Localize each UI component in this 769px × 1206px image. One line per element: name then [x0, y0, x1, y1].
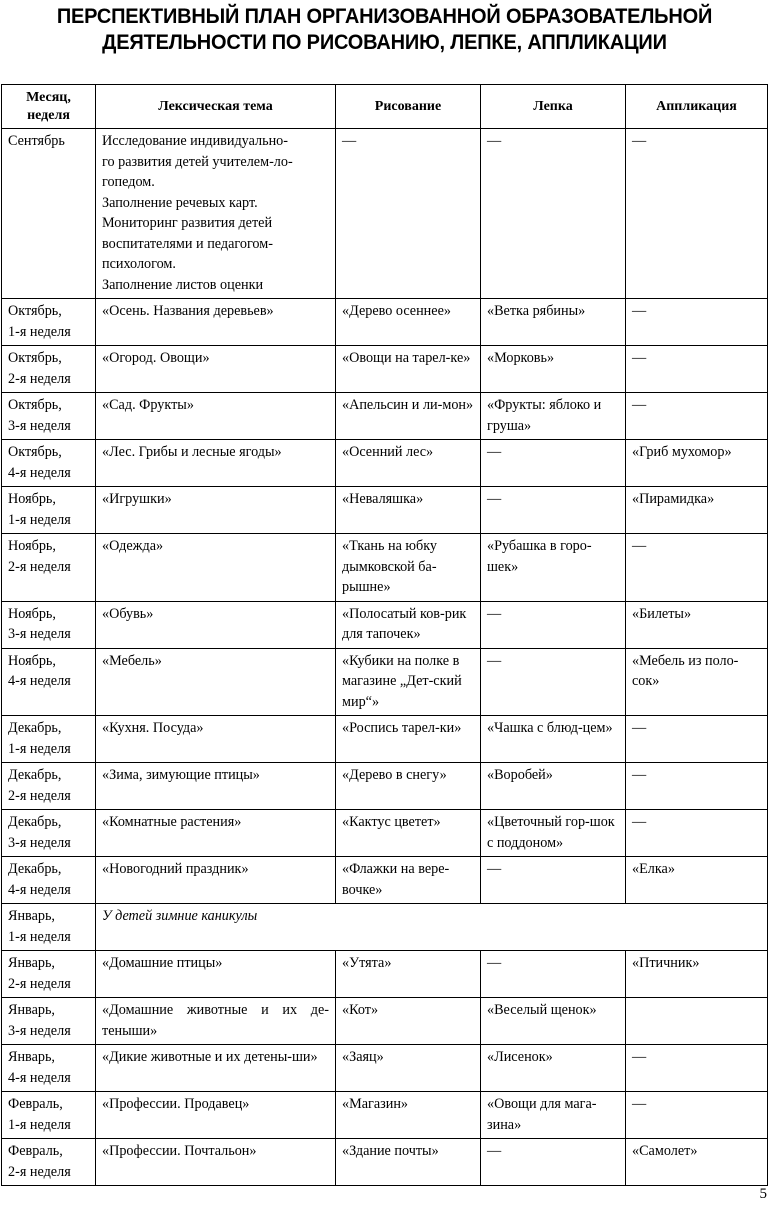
table-row: [2, 487, 768, 534]
modeling-cell: «Чашка с блюд-цем»: [481, 716, 626, 763]
modeling-cell: —: [481, 951, 626, 998]
table-row: [2, 998, 768, 1045]
drawing-cell: «Роспись тарел-ки»: [336, 716, 481, 763]
month-cell: Ноябрь, 2-я неделя: [2, 534, 96, 602]
theme-line: воспитателями и педагогом-: [102, 235, 273, 252]
table-row: [2, 648, 768, 716]
table-row: [2, 716, 768, 763]
table-row: [2, 1092, 768, 1139]
modeling-cell: «Ветка рябины»: [481, 299, 626, 346]
theme-cell: [96, 487, 336, 534]
theme-line: «Кухня. Посуда»: [102, 720, 204, 736]
modeling-cell: «Фрукты: яблоко и груша»: [481, 393, 626, 440]
table-row: [2, 299, 768, 346]
month-cell: Ноябрь, 4-я неделя: [2, 648, 96, 716]
drawing-cell: «Магазин»: [336, 1092, 481, 1139]
table-row: [2, 534, 768, 602]
modeling-cell: «Рубашка в горо-шек»: [481, 534, 626, 602]
month-cell: Сентябрь: [2, 129, 96, 299]
drawing-cell: «Ткань на юбку дымковской ба-рышне»: [336, 534, 481, 602]
drawing-cell: «Здание почты»: [336, 1139, 481, 1186]
applique-cell: —: [626, 393, 768, 440]
theme-line: гопедом.: [102, 174, 155, 190]
theme-line: «Дикие животные и их детены-ши»: [102, 1049, 318, 1065]
plan-table: [1, 84, 768, 1186]
theme-cell: [96, 763, 336, 810]
title-line: ДЕЯТЕЛЬНОСТИ ПО РИСОВАНИЮ, ЛЕПКЕ, АППЛИКАЦИИ: [102, 30, 667, 54]
theme-line: Мониторинг развития детей: [102, 215, 273, 231]
theme-line: «Сад. Фрукты»: [102, 397, 194, 413]
applique-cell: —: [626, 763, 768, 810]
applique-cell: —: [626, 716, 768, 763]
header-theme: Лексическая тема: [96, 85, 336, 129]
table-row: [2, 904, 768, 951]
theme-cell: [96, 440, 336, 487]
drawing-cell: «Утята»: [336, 951, 481, 998]
theme-line: «Комнатные растения»: [102, 814, 242, 830]
modeling-cell: —: [481, 601, 626, 648]
month-cell: Октябрь, 2-я неделя: [2, 346, 96, 393]
theme-line: «Игрушки»: [102, 491, 172, 507]
theme-line: «Профессии. Почтальон»: [102, 1143, 257, 1159]
modeling-cell: «Веселый щенок»: [481, 998, 626, 1045]
applique-cell: —: [626, 1092, 768, 1139]
month-cell: Январь, 3-я неделя: [2, 998, 96, 1045]
drawing-cell: «Полосатый ков-рик для тапочек»: [336, 601, 481, 648]
theme-line: психологом.: [102, 256, 176, 272]
theme-cell: [96, 299, 336, 346]
theme-line: «Зима, зимующие птицы»: [102, 767, 260, 783]
table-row: [2, 1139, 768, 1186]
theme-line: «Домашние птицы»: [102, 955, 223, 971]
drawing-cell: «Овощи на тарел-ке»: [336, 346, 481, 393]
month-cell: Февраль, 2-я неделя: [2, 1139, 96, 1186]
theme-line: «Осень. Названия деревьев»: [102, 303, 274, 319]
applique-cell: «Гриб мухомор»: [626, 440, 768, 487]
theme-line: «Профессии. Продавец»: [102, 1096, 250, 1112]
table-row: [2, 129, 768, 299]
applique-cell: —: [626, 299, 768, 346]
drawing-cell: «Неваляшка»: [336, 487, 481, 534]
drawing-cell: «Кактус цветет»: [336, 810, 481, 857]
table-row: [2, 1045, 768, 1092]
theme-line: го развития детей учителем-ло-: [102, 153, 293, 170]
theme-line: «Новогодний праздник»: [102, 861, 249, 877]
theme-cell: [96, 346, 336, 393]
theme-line: «Лес. Грибы и лесные ягоды»: [102, 444, 282, 460]
note-cell: У детей зимние каникулы: [96, 904, 768, 951]
theme-cell: [96, 534, 336, 602]
drawing-cell: «Апельсин и ли-мон»: [336, 393, 481, 440]
applique-cell: «Пирамидка»: [626, 487, 768, 534]
theme-cell: [96, 951, 336, 998]
theme-cell: [96, 857, 336, 904]
header-month: Месяц, неделя: [2, 85, 96, 129]
drawing-cell: «Заяц»: [336, 1045, 481, 1092]
month-cell: Декабрь, 2-я неделя: [2, 763, 96, 810]
applique-cell: —: [626, 1045, 768, 1092]
modeling-cell: —: [481, 648, 626, 716]
drawing-cell: «Флажки на вере-вочке»: [336, 857, 481, 904]
modeling-cell: «Цветочный гор-шок с поддоном»: [481, 810, 626, 857]
applique-cell: [626, 998, 768, 1045]
drawing-cell: «Дерево осеннее»: [336, 299, 481, 346]
header-applique: Аппликация: [626, 85, 768, 129]
applique-cell: —: [626, 129, 768, 299]
drawing-cell: «Кот»: [336, 998, 481, 1045]
theme-cell: [96, 810, 336, 857]
table-row: [2, 440, 768, 487]
modeling-cell: —: [481, 1139, 626, 1186]
theme-cell: [96, 1092, 336, 1139]
theme-line: «Мебель»: [102, 652, 162, 669]
theme-line: Заполнение речевых карт.: [102, 194, 258, 211]
table-row: [2, 601, 768, 648]
header-drawing: Рисование: [336, 85, 481, 129]
title-line: ПЕРСПЕКТИВНЫЙ ПЛАН ОРГАНИЗОВАННОЙ ОБРАЗОВАТЕЛЬНОЙ: [56, 4, 713, 28]
month-cell: Январь, 1-я неделя: [2, 904, 96, 951]
applique-cell: —: [626, 346, 768, 393]
month-cell: Январь, 4-я неделя: [2, 1045, 96, 1092]
theme-cell: [96, 1045, 336, 1092]
theme-line: «Домашние животные и их де-теныши»: [102, 1002, 329, 1039]
theme-cell: [96, 393, 336, 440]
applique-cell: «Елка»: [626, 857, 768, 904]
month-cell: Январь, 2-я неделя: [2, 951, 96, 998]
table-row: [2, 346, 768, 393]
month-cell: Декабрь, 4-я неделя: [2, 857, 96, 904]
applique-cell: «Мебель из поло-сок»: [626, 648, 768, 716]
plan-body: [2, 129, 768, 1186]
drawing-cell: «Осенний лес»: [336, 440, 481, 487]
theme-line: «Одежда»: [102, 538, 164, 554]
table-row: [2, 810, 768, 857]
month-cell: Ноябрь, 3-я неделя: [2, 601, 96, 648]
header-row: [2, 85, 768, 129]
theme-cell: [96, 716, 336, 763]
page-title: [27, 3, 742, 55]
applique-cell: —: [626, 534, 768, 602]
modeling-cell: —: [481, 440, 626, 487]
drawing-cell: «Кубики на полке в магазине „Дет-ский мир“»: [336, 648, 481, 716]
month-cell: Ноябрь, 1-я неделя: [2, 487, 96, 534]
applique-cell: «Птичник»: [626, 951, 768, 998]
theme-cell: [96, 601, 336, 648]
month-cell: Октябрь, 4-я неделя: [2, 440, 96, 487]
modeling-cell: «Овощи для мага-зина»: [481, 1092, 626, 1139]
page-number: 5: [759, 1186, 767, 1202]
theme-cell: [96, 1139, 336, 1186]
theme-cell: [96, 998, 336, 1045]
applique-cell: «Билеты»: [626, 601, 768, 648]
month-cell: Октябрь, 1-я неделя: [2, 299, 96, 346]
month-cell: Декабрь, 1-я неделя: [2, 716, 96, 763]
drawing-cell: «Дерево в снегу»: [336, 763, 481, 810]
theme-line: Заполнение листов оценки: [102, 276, 264, 293]
header-modeling: Лепка: [481, 85, 626, 129]
applique-cell: «Самолет»: [626, 1139, 768, 1186]
theme-line: «Огород. Овощи»: [102, 350, 210, 366]
table-row: [2, 763, 768, 810]
table-row: [2, 857, 768, 904]
month-cell: Октябрь, 3-я неделя: [2, 393, 96, 440]
table-row: [2, 951, 768, 998]
theme-cell: [96, 648, 336, 716]
modeling-cell: «Воробей»: [481, 763, 626, 810]
month-cell: Февраль, 1-я неделя: [2, 1092, 96, 1139]
modeling-cell: —: [481, 857, 626, 904]
theme-line: «Обувь»: [102, 605, 154, 622]
theme-cell: [96, 129, 336, 299]
table-row: [2, 393, 768, 440]
modeling-cell: «Лисенок»: [481, 1045, 626, 1092]
drawing-cell: —: [336, 129, 481, 299]
modeling-cell: «Морковь»: [481, 346, 626, 393]
theme-line: Исследование индивидуальнo-: [102, 133, 288, 149]
modeling-cell: —: [481, 129, 626, 299]
applique-cell: —: [626, 810, 768, 857]
modeling-cell: —: [481, 487, 626, 534]
month-cell: Декабрь, 3-я неделя: [2, 810, 96, 857]
